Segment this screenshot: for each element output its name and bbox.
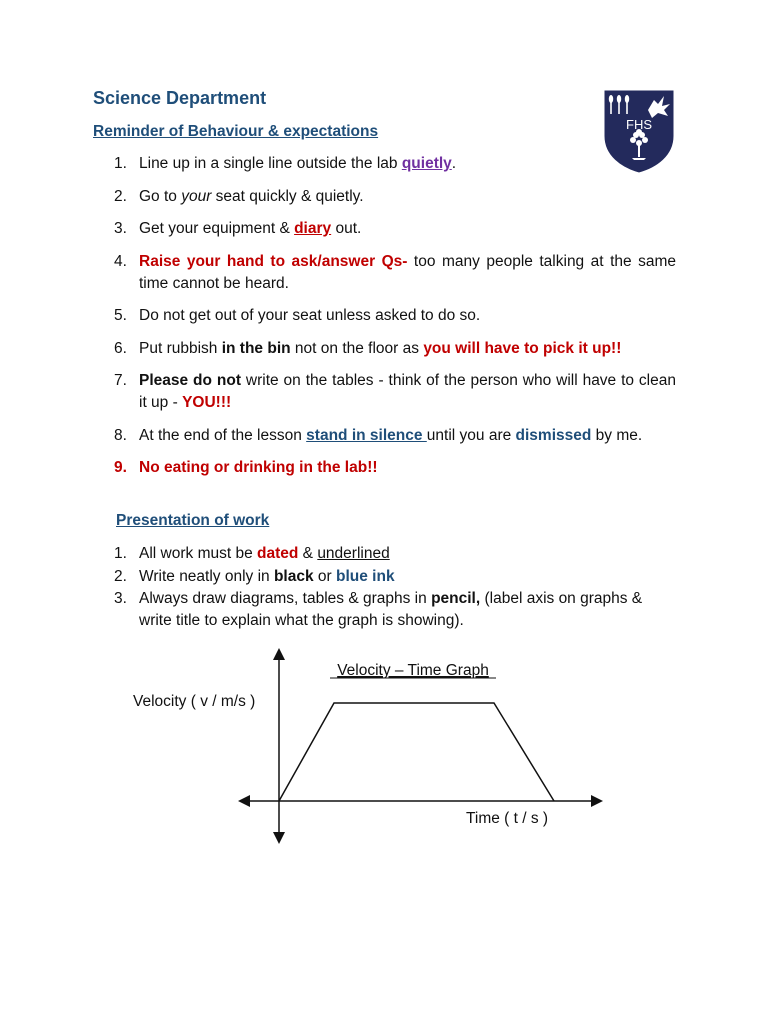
behaviour-heading: Reminder of Behaviour & expectations <box>93 123 379 140</box>
rule-item: 3. Get your equipment & diary out. <box>114 220 362 237</box>
rule-item: 9. No eating or drinking in the lab!! <box>114 459 378 476</box>
rule-item: 8. At the end of the lesson stand in silence until you are dismissed by me. <box>114 426 643 444</box>
rule-item: 5. Do not get out of your seat unless asked to do so. <box>114 307 481 324</box>
crest-text: FHS <box>626 117 652 132</box>
rule-item: 1. Line up in a single line outside the lab quietly. <box>114 155 457 172</box>
graph-title: Velocity – Time Graph <box>337 662 489 679</box>
rule-item: 4. Raise your hand to ask/answer Qs- too many people talking at the same time cannot be heard. <box>114 252 677 292</box>
presentation-item: 2. Write neatly only in black or blue ink <box>114 567 395 585</box>
velocity-time-graph <box>0 640 768 850</box>
velocity-line <box>279 703 554 801</box>
rule-item: 7. Please do not write on the tables - think of the person who will have to clean it up - YOU!!! <box>114 372 676 411</box>
behaviour-rules-list <box>114 153 676 490</box>
y-axis-label: Velocity ( v / m/s ) <box>133 693 256 710</box>
rule-item: 2. Go to your seat quickly & quietly. <box>114 187 364 205</box>
presentation-item: 1. All work must be dated & underlined <box>114 545 390 562</box>
department-title: Science Department <box>93 88 267 108</box>
presentation-item: 3. Always draw diagrams, tables & graphs in pencil, (label axis on graphs & write title to explain what the graph is showing). <box>114 590 643 629</box>
x-axis-label: Time ( t / s ) <box>466 810 549 827</box>
rule-item: 6. Put rubbish in the bin not on the floor as you will have to pick it up!! <box>114 339 622 357</box>
presentation-heading: Presentation of work <box>116 512 270 529</box>
presentation-list <box>114 543 676 633</box>
